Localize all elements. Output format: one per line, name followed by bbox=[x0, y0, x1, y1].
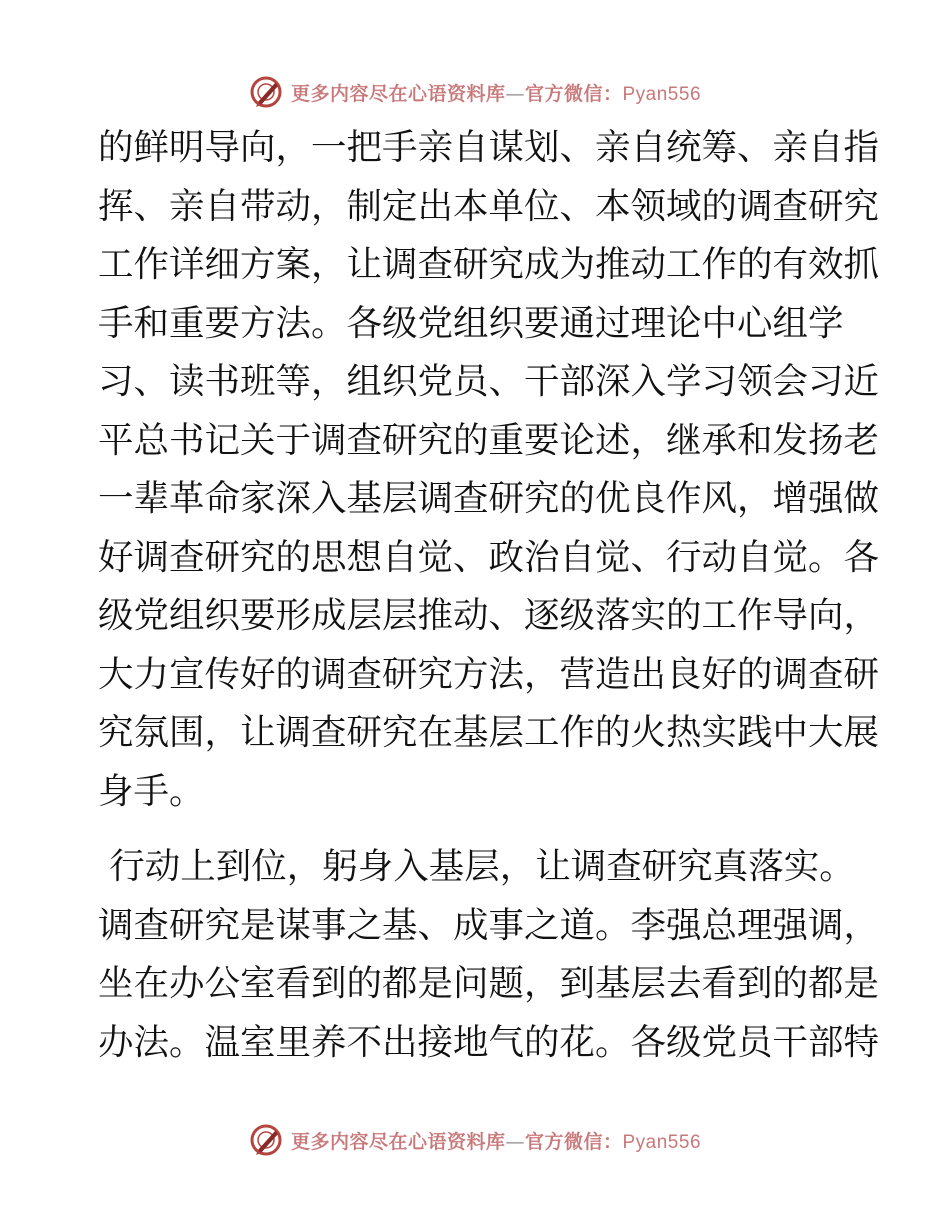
footer-wechat-label: 官方微信： bbox=[524, 1130, 623, 1153]
header-separator: — bbox=[505, 82, 525, 105]
text-line: 工作详细方案，让调查研究成为推动工作的有效抓 bbox=[98, 244, 880, 285]
text-line: 调查研究是谋事之基、成事之道。李强总理强调， bbox=[98, 904, 880, 946]
footer-site-text: 更多内容尽在心语资料库 bbox=[290, 1130, 506, 1153]
text-line: 一辈革命家深入基层调查研究的优良作风，增强做 bbox=[98, 478, 880, 519]
paragraph-spacer bbox=[98, 821, 854, 838]
pen-seal-icon bbox=[249, 75, 283, 109]
text-line: 级党组织要形成层层推动、逐级落实的工作导向， bbox=[98, 595, 880, 636]
footer-banner-text bbox=[291, 1127, 701, 1154]
text-line: 习、读书班等，组织党员、干部深入学习领会习近 bbox=[98, 361, 880, 402]
header-banner bbox=[0, 72, 950, 112]
text-line: 的鲜明导向，一把手亲自谋划、亲自统筹、亲自指 bbox=[98, 127, 880, 168]
header-banner-text bbox=[291, 79, 701, 106]
footer-wechat-id: Pyan556 bbox=[622, 1131, 702, 1153]
paragraph-2 bbox=[98, 838, 880, 1072]
text-line: 身手。 bbox=[98, 770, 205, 812]
text-line: 挥、亲自带动，制定出本单位、本领域的调查研究 bbox=[98, 185, 880, 227]
text-line: 究氛围，让调查研究在基层工作的火热实践中大展 bbox=[98, 712, 880, 753]
header-site-text: 更多内容尽在心语资料库 bbox=[290, 82, 506, 105]
pen-seal-icon bbox=[249, 1123, 283, 1157]
paragraph-1 bbox=[98, 119, 880, 821]
footer-banner bbox=[0, 1120, 950, 1160]
text-line: 平总书记关于调查研究的重要论述，继承和发扬老 bbox=[98, 419, 880, 461]
text-line: 大力宣传好的调查研究方法，营造出良好的调查研 bbox=[98, 653, 880, 695]
text-line: 好调查研究的思想自觉、政治自觉、行动自觉。各 bbox=[98, 536, 880, 578]
text-line: 办法。温室里养不出接地气的花。各级党员干部特 bbox=[98, 1021, 880, 1063]
text-line: 手和重要方法。各级党组织要通过理论中心组学 bbox=[98, 302, 844, 344]
text-line: 坐在办公室看到的都是问题，到基层去看到的都是 bbox=[98, 963, 880, 1004]
footer-separator: — bbox=[505, 1130, 525, 1153]
header-wechat-id: Pyan556 bbox=[622, 83, 702, 105]
header-wechat-label: 官方微信： bbox=[524, 82, 623, 105]
text-line: 行动上到位，躬身入基层，让调查研究真落实。 bbox=[98, 846, 855, 887]
document-body bbox=[98, 119, 880, 1072]
